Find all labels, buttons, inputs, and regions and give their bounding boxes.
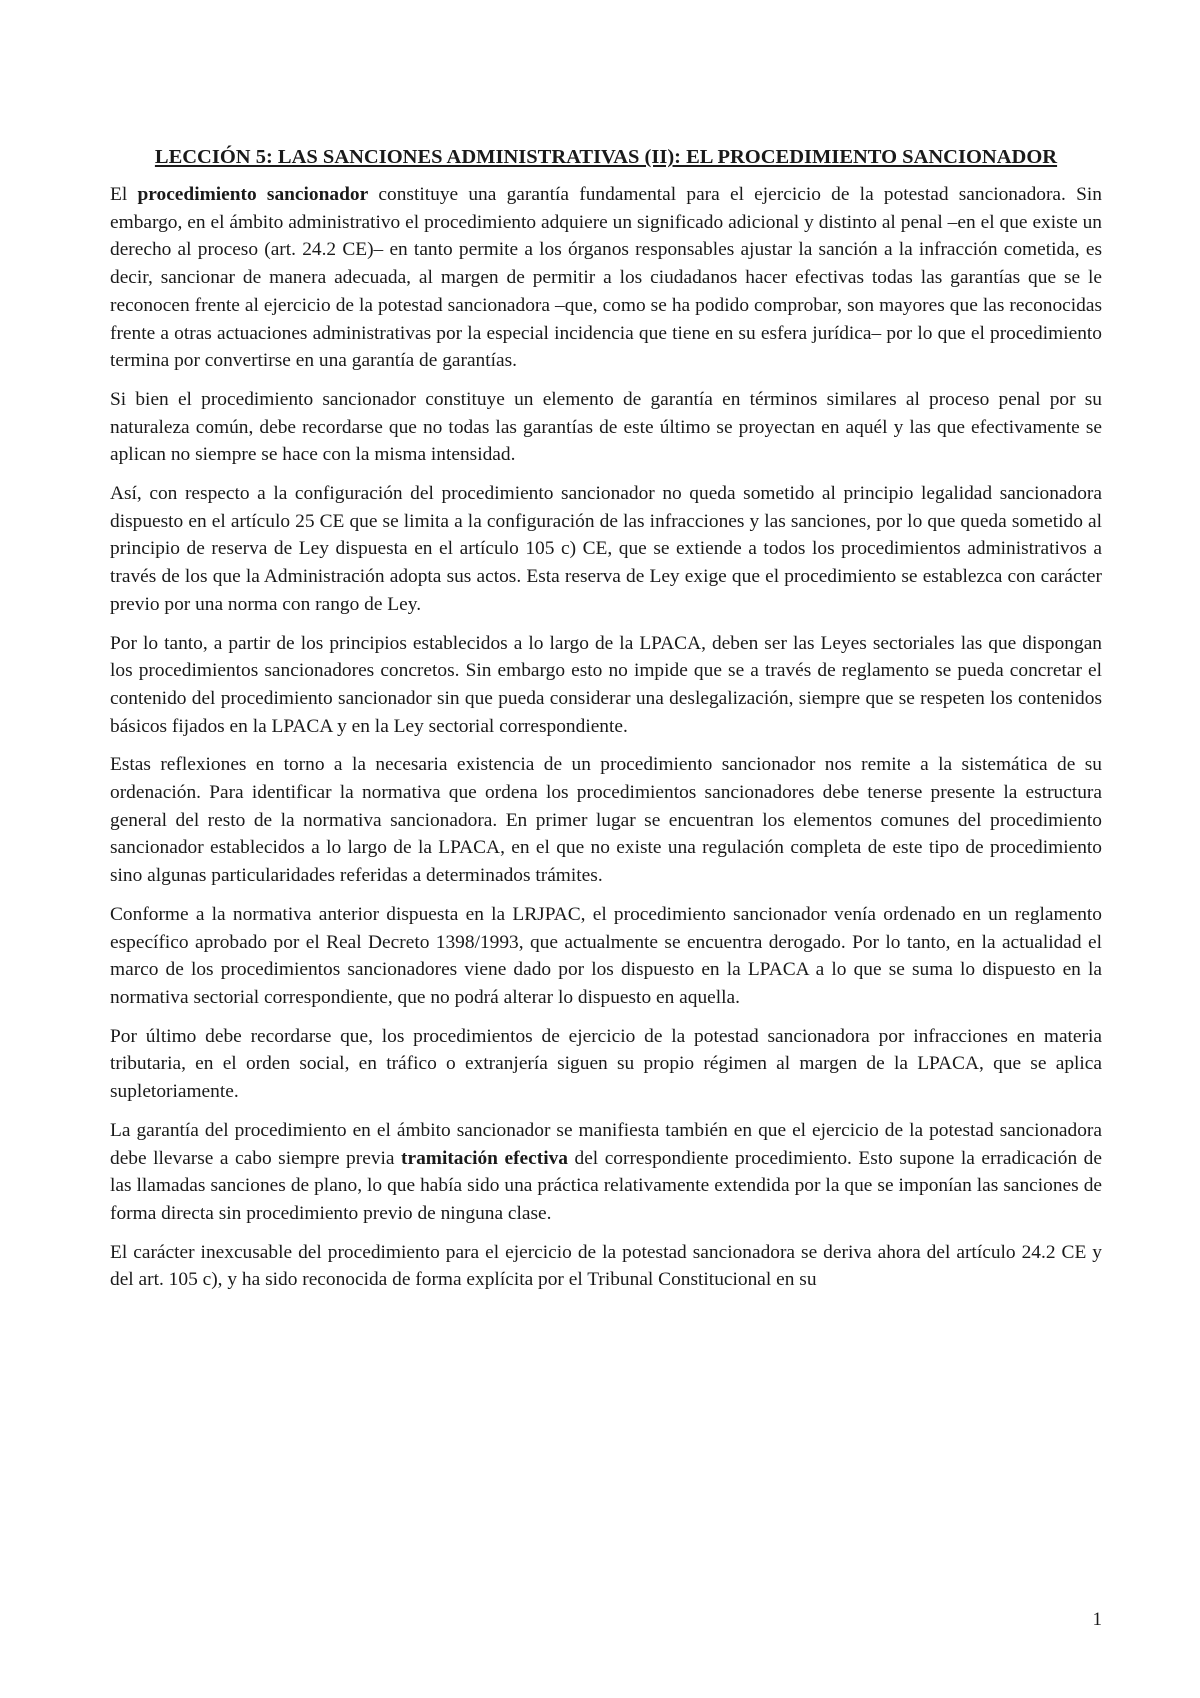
paragraph-4: Por lo tanto, a partir de los principios establecidos a lo largo de la LPACA, deben ser las Leyes sectoriales las que dispongan los procedimientos sancionadores concretos. Sin embargo esto no impide que se a través de reglamento se pueda concretar el contenido del procedimiento sancionador sin que pueda considerar una deslegalización, siempre que se respeten los contenidos básicos fijados en la LPACA y en la Ley sectorial correspondiente.: [110, 632, 1102, 737]
paragraph-2: Si bien el procedimiento sancionador constituye un elemento de garantía en términos similares al proceso penal por su naturaleza común, debe recordarse que no todas las garantías de este último se proyectan en aquél y las que efectivamente se aplican no siempre se hace con la misma intensidad.: [110, 388, 1102, 466]
paragraph-6: Conforme a la normativa anterior dispuesta en la LRJPAC, el procedimiento sancionador venía ordenado en un reglamento específico aprobado por el Real Decreto 1398/1993, que actualmente se encuentra derogado. Por lo tanto, en la actualidad el marco de los procedimientos sancionadores viene dado por los dispuesto en la LPACA a lo que se suma lo dispuesto en la normativa sectorial correspondiente, que no podrá alterar lo dispuesto en aquella.: [110, 903, 1102, 1008]
paragraph-1-bold-term: procedimiento sancionador: [137, 184, 369, 205]
page-number: 1: [1092, 1609, 1102, 1630]
paragraph-1-lead: El: [110, 184, 138, 205]
paragraph-5: Estas reflexiones en torno a la necesaria existencia de un procedimiento sancionador nos remite a la sistemática de su ordenación. Para identificar la normativa que ordena los procedimientos sancionadores debe tenerse presente la estructura general del resto de la normativa sancionadora. En primer lugar se encuentran los elementos comunes del procedimiento sancionador establecidos a lo largo de la LPACA, en el que no existe una regulación completa de este tipo de procedimiento sino algunas particularidades referidas a determinados trámites.: [110, 754, 1102, 887]
paragraph-8: [110, 1117, 1102, 1228]
paragraph-8-body: del correspondiente procedimiento. Esto supone la erradicación de las llamadas sanciones de plano, lo que había sido una práctica relativamente extendida por la que se imponían las sanciones de forma directa sin procedimiento previo de ninguna clase.: [110, 1147, 1102, 1224]
paragraph-8-bold-term: tramitación efectiva: [401, 1147, 568, 1169]
paragraph-8-lead: La garantía del procedimiento en el ámbito sancionador se manifiesta también en que el ejercicio de la potestad sancionadora debe llevarse a cabo siempre previa: [110, 1119, 1102, 1169]
paragraph-1-body: constituye una garantía fundamental para el ejercicio de la potestad sancionadora. Sin embargo, en el ámbito administrativo el procedimiento adquiere un significado adicional y distinto al penal –en el que existe un derecho al proceso (art. 24.2 CE)– en tanto permite a los órganos responsables ajustar la sanción a la infracción cometida, es decir, sancionar de manera adecuada, al margen de permitir a los ciudadanos hacer efectivas todas las garantías que se le reconocen frente al ejercicio de la potestad sancionadora –que, como se ha podido comprobar, son mayores que las reconocidas frente a otras actuaciones administrativas por la especial incidencia que tiene en su esfera jurídica– por lo que el procedimiento termina por convertirse en una garantía de garantías.: [110, 184, 1102, 372]
paragraph-1: [110, 181, 1102, 375]
paragraph-9: El carácter inexcusable del procedimiento para el ejercicio de la potestad sancionadora se deriva ahora del artículo 24.2 CE y del art. 105 c), y ha sido reconocida de forma explícita por el Tribunal Constitucional en su: [110, 1241, 1102, 1291]
paragraph-7: Por último debe recordarse que, los procedimientos de ejercicio de la potestad sancionadora por infracciones en materia tributaria, en el orden social, en tráfico o extranjería siguen su propio régimen al margen de la LPACA, que se aplica supletoriamente.: [110, 1025, 1102, 1103]
document-page: [110, 143, 1102, 1305]
paragraph-3: Así, con respecto a la configuración del procedimiento sancionador no queda sometido al principio legalidad sancionadora dispuesto en el artículo 25 CE que se limita a la configuración de las infracciones y las sanciones, por lo que queda sometido al principio de reserva de Ley dispuesta en el artículo 105 c) CE, que se extiende a todos los procedimientos administrativos a través de los que la Administración adopta sus actos. Esta reserva de Ley exige que el procedimiento se establezca con carácter previo por una norma con rango de Ley.: [110, 483, 1102, 615]
document-title: LECCIÓN 5: LAS SANCIONES ADMINISTRATIVAS (II): EL PROCEDIMIENTO SANCIONADOR: [154, 146, 1058, 168]
